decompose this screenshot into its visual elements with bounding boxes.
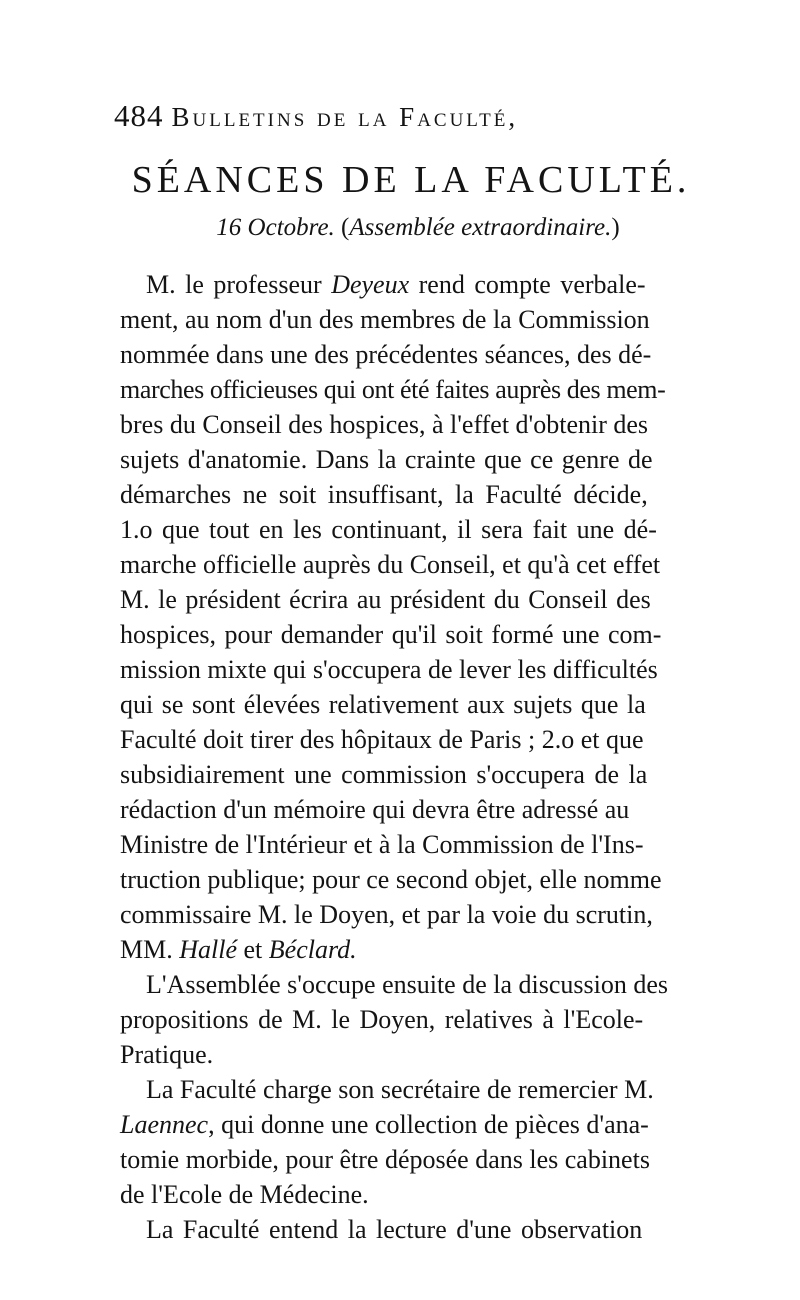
body-line: ment, au nom d'un des membres de la Commission: [120, 305, 650, 334]
session-date: 16 Octobre.: [216, 214, 335, 241]
body-line: Pratique.: [120, 1040, 214, 1069]
session-note: Assemblée extraordinaire.: [349, 214, 612, 241]
author-name-laennec: Laennec: [120, 1110, 209, 1139]
author-name-beclard: Béclard.: [268, 935, 357, 964]
body-line: bres du Conseil des hospices, à l'effet d'obtenir des: [120, 410, 649, 439]
body-line: M. le président écrira au président du Conseil des: [120, 585, 651, 614]
body-line: mission mixte qui s'occupera de lever les difficultés: [120, 655, 658, 684]
session-note-close: ): [611, 214, 620, 241]
body-line: Ministre de l'Intérieur et à la Commission de l'Ins-: [120, 830, 644, 859]
body-line: qui se sont élevées relativement aux sujets que la: [120, 690, 646, 719]
body-line: [120, 1110, 649, 1140]
body-line: truction publique; pour ce second objet, elle nomme: [120, 865, 662, 894]
body-line: [146, 270, 646, 300]
body-line: démarches ne soit insuffisant, la Faculté décide,: [120, 480, 648, 509]
body-line: hospices, pour demander qu'il soit formé une com-: [120, 620, 662, 649]
session-heading: [0, 214, 800, 242]
body-line: commissaire M. le Doyen, et par la voie du scrutin,: [120, 900, 653, 929]
text-run: M. le professeur: [146, 270, 332, 299]
body-line: nommée dans une des précédentes séances, des dé-: [120, 340, 652, 369]
body-line: rédaction d'un mémoire qui devra être adressé au: [120, 795, 630, 824]
body-line: propositions de M. le Doyen, relatives à l'Ecole-: [120, 1005, 644, 1034]
page-number: 484: [114, 98, 164, 133]
section-title: SÉANCES DE LA FACULTÉ.: [131, 159, 691, 201]
body-line: 1.o que tout en les continuant, il sera fait une dé-: [120, 515, 657, 544]
text-run: MM.: [120, 935, 180, 964]
text-run: rend compte verbale-: [409, 270, 646, 299]
text-run: et: [237, 935, 269, 964]
running-head: [114, 98, 674, 138]
body-line: de l'Ecole de Médecine.: [120, 1180, 369, 1209]
running-title: Bulletins de la Faculté,: [171, 102, 519, 132]
author-name-halle: Hallé: [179, 935, 238, 964]
session-note-open: (: [341, 214, 350, 241]
author-name-deyeux: Deyeux: [331, 270, 410, 299]
body-line: Faculté doit tirer des hôpitaux de Paris ; 2.o et que: [120, 725, 644, 754]
body-line: marche officielle auprès du Conseil, et qu'à cet effet: [120, 550, 661, 579]
body-line: tomie morbide, pour être déposée dans les cabinets: [120, 1145, 650, 1174]
body-line: sujets d'anatomie. Dans la crainte que ce genre de: [120, 445, 653, 474]
body-line: subsidiairement une commission s'occupera de la: [120, 760, 648, 789]
body-line: La Faculté charge son secrétaire de remercier M.: [146, 1075, 654, 1104]
body-line: La Faculté entend la lecture d'une observation: [146, 1215, 643, 1244]
body-line: L'Assemblée s'occupe ensuite de la discussion des: [146, 970, 669, 999]
body-line: [120, 935, 357, 965]
text-run: , qui donne une collection de pièces d'ana-: [208, 1110, 649, 1139]
body-line: marches officieuses qui ont été faites auprès des mem-: [120, 375, 666, 404]
